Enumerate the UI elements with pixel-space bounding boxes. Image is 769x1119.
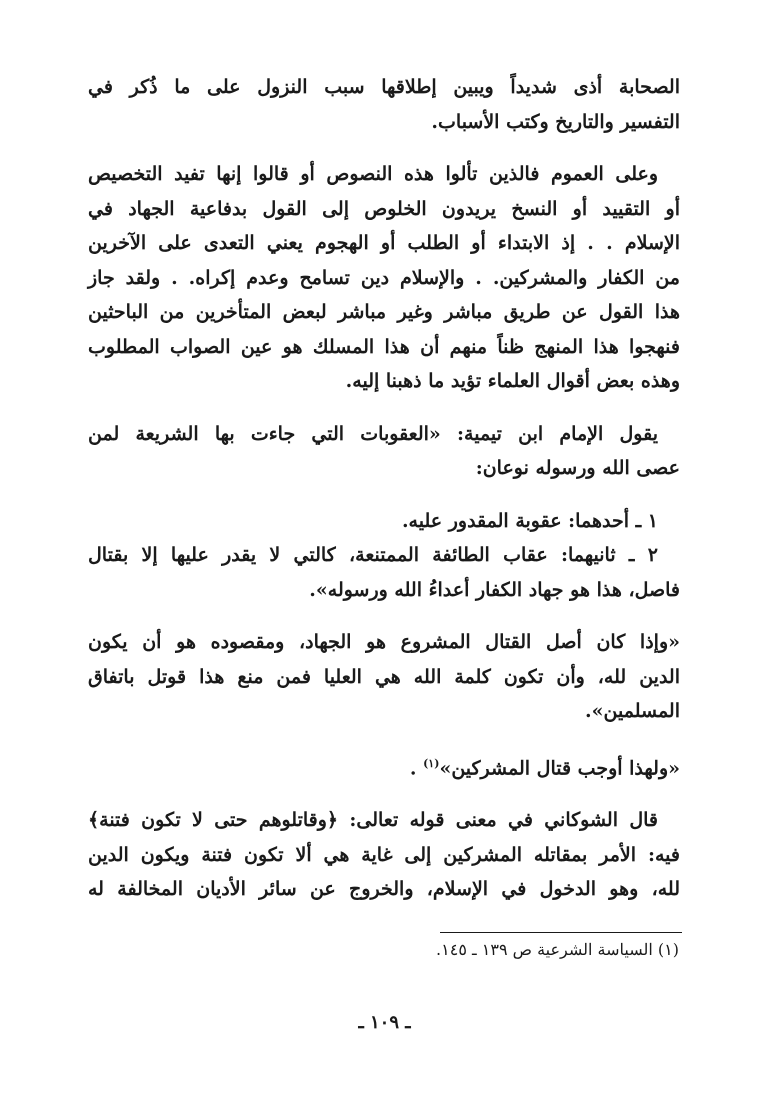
page-number: ـ ١٠٩ ـ xyxy=(358,1012,411,1033)
short-quote-end: . xyxy=(409,756,417,779)
paragraph-1 xyxy=(88,70,680,139)
numbered-list xyxy=(88,504,680,608)
text-line: التفسير والتاريخ وكتب الأسباب. xyxy=(431,110,680,133)
text-line: «وإذا كان أصل القتال المشروع هو الجهاد، ومقصوده هو أن يكون xyxy=(88,631,680,653)
paragraph-last xyxy=(88,803,680,907)
text-line: الدين لله، وأن تكون كلمة الله هي العليا فمن منع هذا قوتل باتفاق xyxy=(88,665,680,688)
paragraph-3 xyxy=(88,417,680,486)
text-line: لله، وهو الدخول في الإسلام، والخروج عن سائر الأديان المخالفة له xyxy=(88,878,680,901)
short-quote xyxy=(88,747,680,786)
text-line: من الكفار والمشركين. . والإسلام دين تسامح وعدم إكراه. . ولقد جاز xyxy=(88,266,680,289)
list-item: ١ ـ أحدهما: عقوبة المقدور عليه. xyxy=(401,509,658,532)
text-line: عصى الله ورسوله نوعان: xyxy=(475,457,680,479)
text-line xyxy=(88,747,680,786)
text-line: الإسلام . . إذ الابتداء أو الطلب أو الهجوم يعني التعدى على الآخرين xyxy=(88,232,680,254)
paragraph-2 xyxy=(88,157,680,399)
text-line: وهذه بعض أقوال العلماء تؤيد ما ذهبنا إليه. xyxy=(345,370,680,392)
list-item: فاصل، هذا هو جهاد الكفار أعداءُ الله ورسوله». xyxy=(309,578,680,601)
text-line: وعلى العموم فالذين تألوا هذه النصوص أو قالوا إنها تفيد التخصيص xyxy=(88,163,659,185)
text-line: فنهجوا هذا المنهج ظناً منهم أن هذا المسلك هو عين الصواب المطلوب xyxy=(88,335,680,358)
quote-paragraph xyxy=(88,625,680,729)
text-line: قال الشوكاني في معنى قوله تعالى: ﴿وقاتلوهم حتى لا تكون فتنة﴾ xyxy=(88,809,658,832)
footnote-reference: (١) xyxy=(423,756,440,770)
page-body xyxy=(88,70,680,907)
text-line: هذا القول عن طريق مباشر وغير مباشر لبعض المتأخرين من الباحثين xyxy=(88,301,680,323)
text-line: الصحابة أذى شديداً ويبين إطلاقها سبب النزول على ما ذُكر في xyxy=(88,76,680,98)
text-line: المسلمين». xyxy=(585,700,680,722)
list-item: ٢ ـ ثانيهما: عقاب الطائفة الممتنعة، كالتي لا يقدر عليها إلا بقتال xyxy=(88,544,658,566)
text-line: فيه: الأمر بمقاتله المشركين إلى غاية هي ألا تكون فتنة ويكون الدين xyxy=(88,843,680,866)
short-quote-text: «ولهذا أوجب قتال المشركين» xyxy=(439,756,680,779)
footnote: (١) السياسة الشرعية ص ١٣٩ ـ ١٤٥. xyxy=(436,940,679,959)
text-line: يقول الإمام ابن تيمية: «العقوبات التي جاءت بها الشريعة لمن xyxy=(88,422,658,445)
text-line: أو التقييد أو النسخ يريدون الخلوص إلى القول بدفاعية الجهاد في xyxy=(88,197,680,220)
footnote-divider xyxy=(440,932,682,933)
